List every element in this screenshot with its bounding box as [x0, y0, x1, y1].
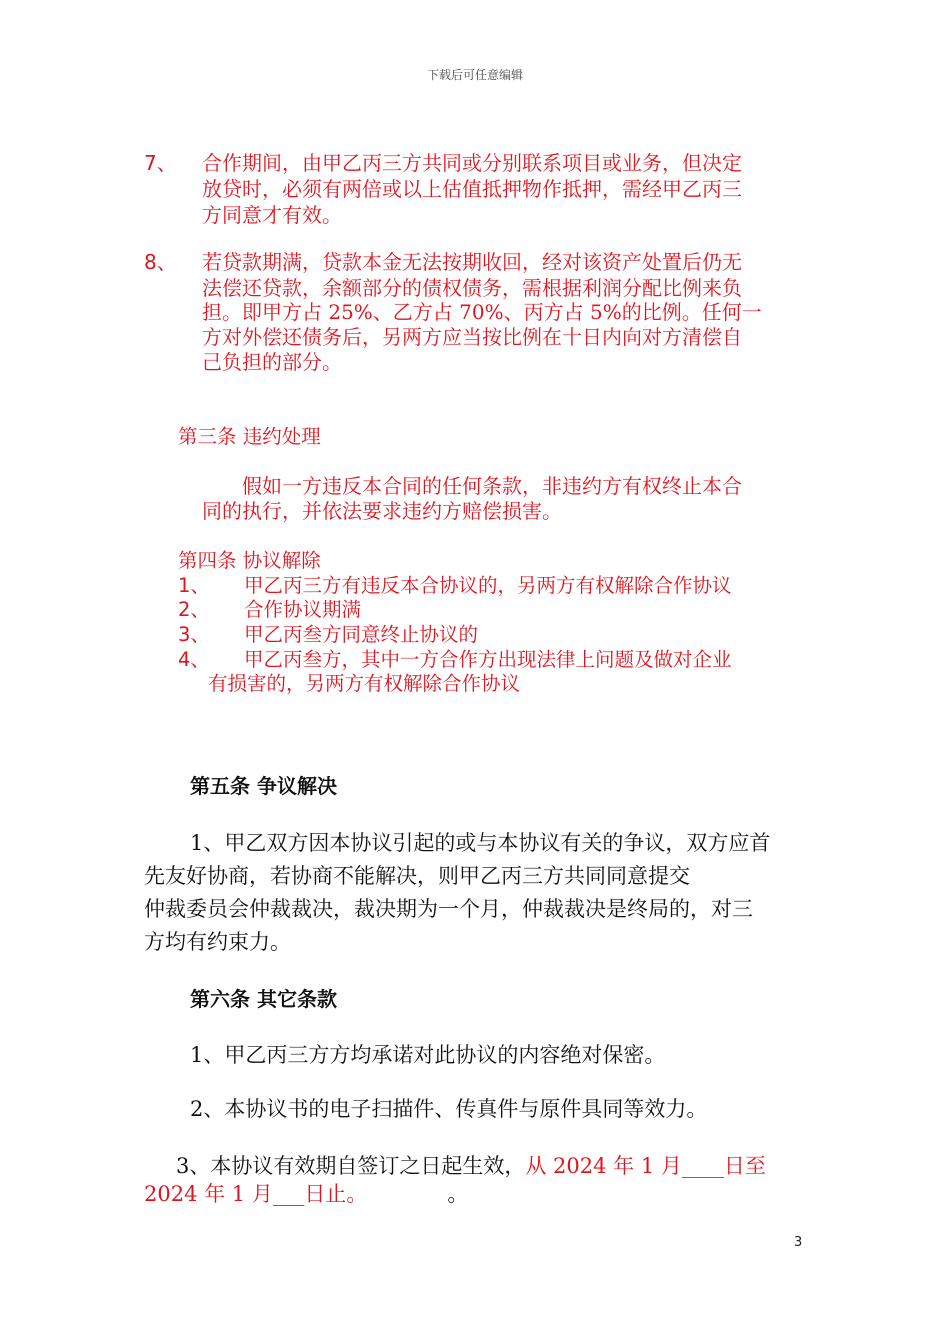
- article-3-title: 第三条 违约处理: [178, 425, 321, 448]
- clause-3-date-start: 从 2024 年 1 月____日至: [525, 1154, 766, 1178]
- article-5-line-2: 先友好协商，若协商不能解决，则甲乙丙三方共同同意提交: [144, 864, 690, 888]
- article-4-item-4-number: 4、: [178, 648, 210, 671]
- article-4-item-3-text: 甲乙丙叁方同意终止协议的: [244, 623, 479, 646]
- page-number: 3: [794, 1235, 803, 1250]
- article-6-clause-2: 2、本协议书的电子扫描件、传真件与原件具同等效力。: [190, 1097, 708, 1121]
- item-8-line-2: 法偿还贷款，余额部分的债权债务，需根据利润分配比例来负: [202, 276, 742, 300]
- clause-3-main: 3、本协议有效期自签订之日起生效，: [176, 1154, 526, 1178]
- article-5-line-4: 方均有约束力。: [144, 930, 291, 954]
- item-8-line-1: 若贷款期满，贷款本金无法按期收回，经对该资产处置后仍无: [202, 250, 742, 274]
- article-5-title: 第五条 争议解决: [190, 774, 337, 798]
- article-4-item-2-text: 合作协议期满: [244, 598, 362, 621]
- article-4-item-4-text: 甲乙丙叁方，其中一方合作方出现法律上问题及做对企业: [244, 648, 732, 671]
- item-7-line-3: 方同意才有效。: [202, 203, 342, 227]
- article-4-title: 第四条 协议解除: [178, 549, 321, 572]
- item-8-number: 8、: [144, 250, 177, 274]
- item-7-number: 7、: [144, 151, 177, 175]
- article-6-clause-3-text: [176, 1151, 766, 1181]
- article-6-title: 第六条 其它条款: [190, 987, 337, 1011]
- article-3-line-1: 假如一方违反本合同的任何条款，非违约方有权终止本合: [242, 474, 742, 498]
- article-4-item-1-text: 甲乙丙三方有违反本合协议的，另两方有权解除合作协议: [244, 574, 732, 597]
- clause-3-date-end: 2024 年 1 月___日止。: [144, 1182, 368, 1206]
- article-3-line-2: 同的执行，并依法要求违约方赔偿损害。: [202, 499, 562, 523]
- article-6-clause-3-end: [144, 1179, 468, 1209]
- page-header: 下载后可任意编辑: [426, 68, 523, 82]
- article-6-clause-1: 1、甲乙丙三方方均承诺对此协议的内容绝对保密。: [190, 1043, 666, 1067]
- article-5-line-3: 仲裁委员会仲裁裁决，裁决期为一个月，仲裁裁决是终局的，对三: [144, 897, 753, 921]
- article-5-line-1: 1、甲乙双方因本协议引起的或与本协议有关的争议，双方应首: [190, 831, 771, 855]
- item-7-line-2: 放贷时，必须有两倍或以上估值抵押物作抵押，需经甲乙丙三: [202, 177, 742, 201]
- article-4-item-4-continuation: 有损害的，另两方有权解除合作协议: [208, 672, 521, 695]
- item-7-line-1: 合作期间，由甲乙丙三方共同或分别联系项目或业务，但决定: [202, 151, 742, 175]
- clause-3-period: 。: [447, 1182, 469, 1206]
- article-4-item-2-number: 2、: [178, 598, 210, 621]
- article-4-item-1-number: 1、: [178, 574, 210, 597]
- item-8-line-3: 担。即甲方占 25%、乙方占 70%、丙方占 5%的比例。任何一: [202, 300, 762, 324]
- article-4-item-3-number: 3、: [178, 623, 210, 646]
- item-8-line-5: 己负担的部分。: [202, 350, 342, 374]
- item-8-line-4: 方对外偿还债务后，另两方应当按比例在十日内向对方清偿自: [202, 325, 742, 349]
